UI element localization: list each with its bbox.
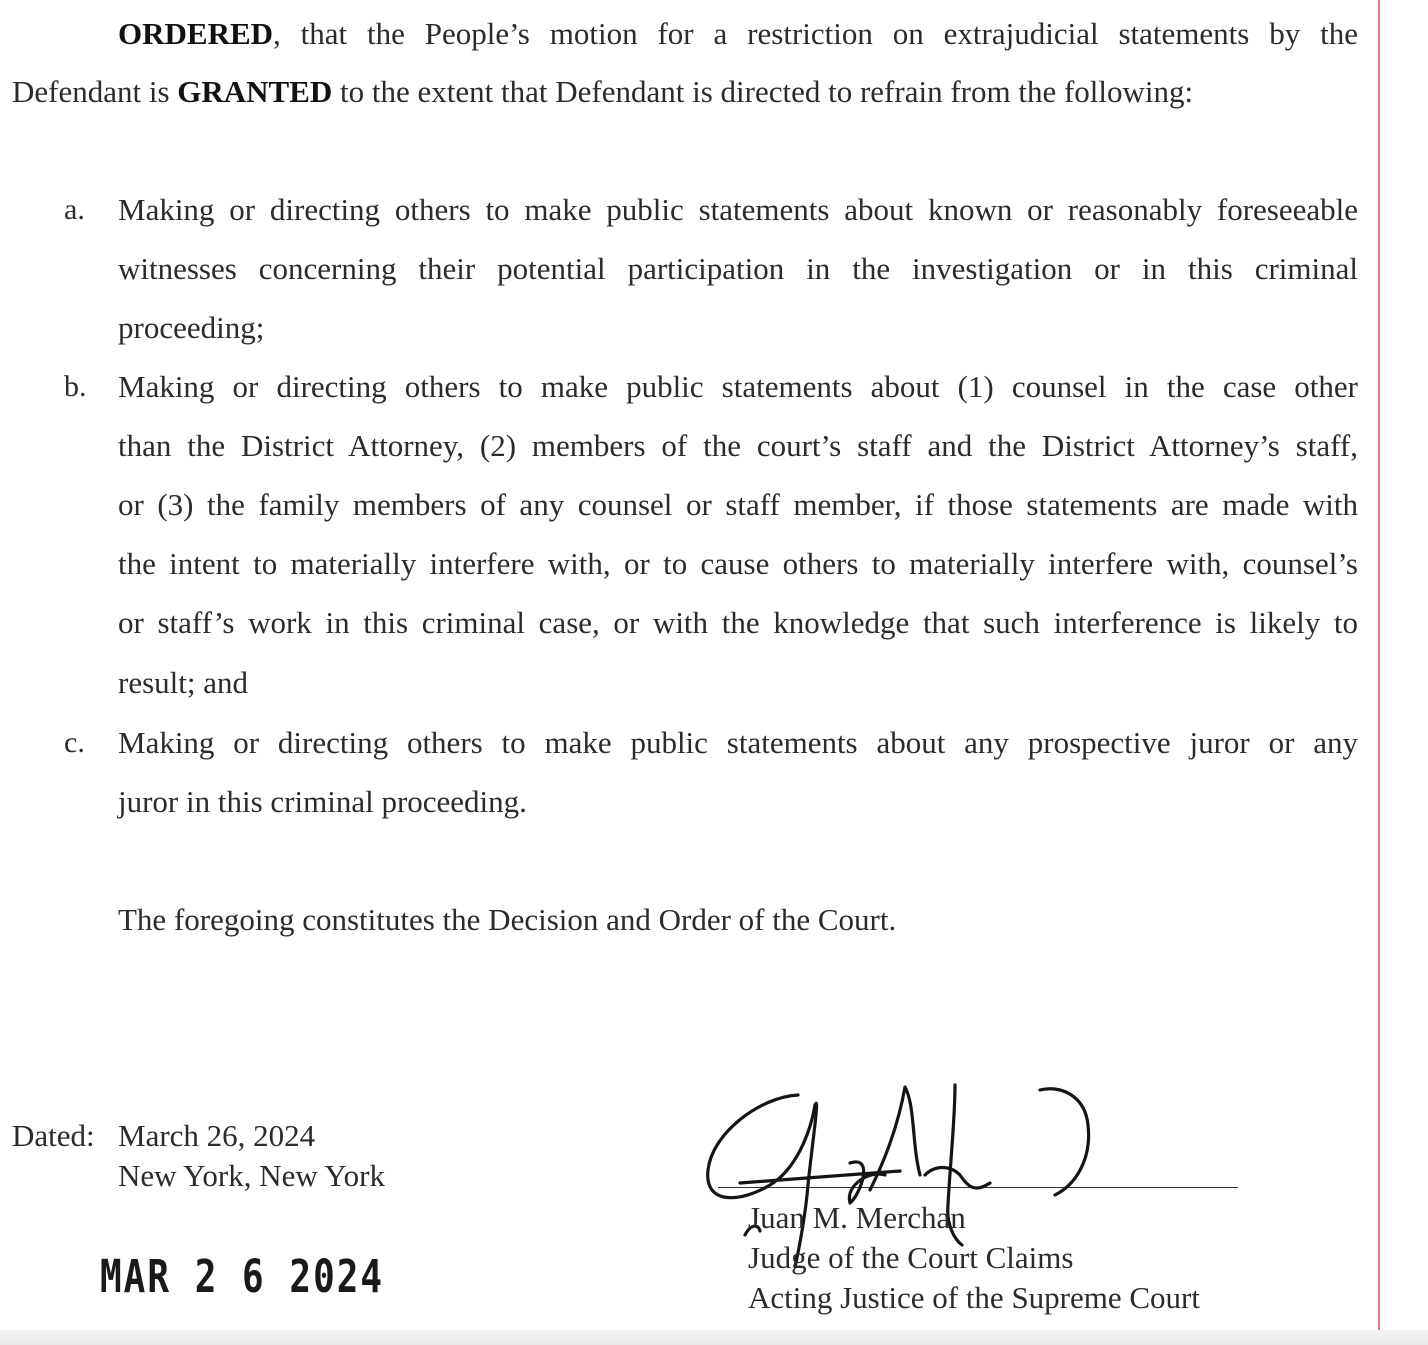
date-stamp: MAR 2 6 2024: [100, 1252, 385, 1304]
item-b-line: the intent to materially interfere with, or to cause others to materially interfere with, counsel’s: [118, 546, 1358, 581]
item-c-line: juror in this criminal proceeding.: [118, 784, 527, 819]
closing-statement: The foregoing constitutes the Decision and Order of the Court.: [118, 902, 897, 937]
item-c-marker: c.: [64, 726, 85, 759]
dated-place: New York, New York: [118, 1158, 385, 1193]
item-c-line: Making or directing others to make public statements about any prospective juror or any: [118, 725, 1358, 760]
dated-label: Dated:: [12, 1118, 95, 1153]
granted-keyword: GRANTED: [177, 74, 333, 109]
order-line-1-text: , that the People’s motion for a restriction on extrajudicial statements by the: [273, 16, 1358, 51]
item-a-marker: a.: [64, 193, 85, 226]
item-a-line: proceeding;: [118, 310, 265, 345]
ordered-keyword: ORDERED: [118, 16, 274, 51]
item-b-line: or staff’s work in this criminal case, or with the knowledge that such interference is likely to: [118, 605, 1358, 640]
item-a-line: witnesses concerning their potential participation in the investigation or in this criminal: [118, 251, 1358, 286]
margin-rule: [1378, 0, 1380, 1345]
order-line-2: Defendant is GRANTED to the extent that Defendant is directed to refrain from the following:: [12, 74, 1194, 109]
page-edge-shadow: [0, 1330, 1428, 1345]
judge-title-2: Acting Justice of the Supreme Court: [748, 1280, 1200, 1315]
item-a-line: Making or directing others to make public statements about known or reasonably foreseeable: [118, 192, 1358, 227]
judge-name: Juan M. Merchan: [748, 1200, 966, 1235]
order-line-1: [118, 16, 1358, 52]
item-b-line: Making or directing others to make public statements about (1) counsel in the case other: [118, 369, 1358, 404]
item-b-line: or (3) the family members of any counsel or staff member, if those statements are made with: [118, 487, 1358, 522]
item-b-line: result; and: [118, 665, 248, 700]
dated-date: March 26, 2024: [118, 1118, 316, 1153]
item-b-marker: b.: [64, 370, 87, 403]
item-b-line: than the District Attorney, (2) members of the court’s staff and the District Attorney’s staff,: [118, 428, 1358, 463]
judge-title-1: Judge of the Court Claims: [748, 1240, 1074, 1275]
